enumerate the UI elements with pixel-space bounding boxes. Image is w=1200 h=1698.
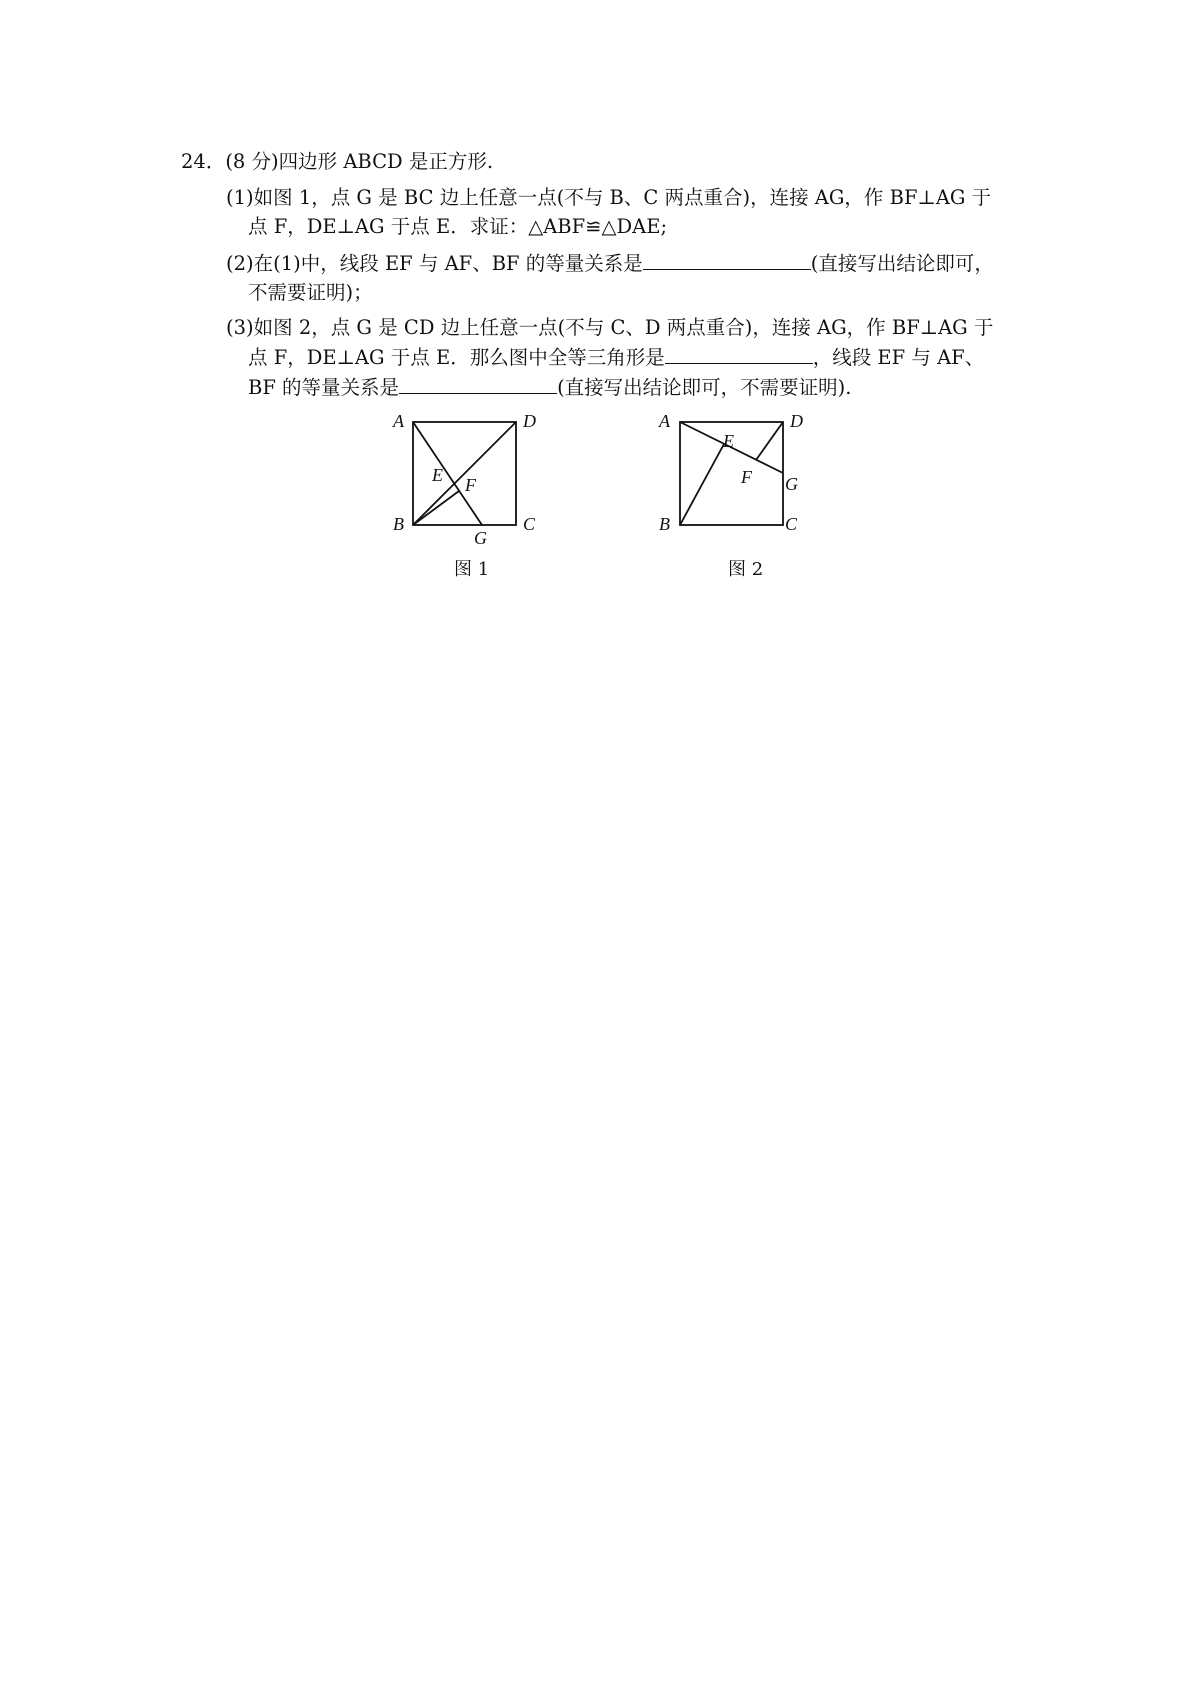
fig2-segment-de bbox=[756, 422, 783, 460]
fig2-label-g: G bbox=[785, 474, 798, 494]
part3-line1: (3)如图 2，点 G 是 CD 边上任意一点(不与 C、D 两点重合)，连接 AG，作 BF⊥AG 于 bbox=[226, 316, 994, 339]
fig1-segment-ag bbox=[413, 422, 482, 525]
figure-2-caption: 图 2 bbox=[728, 559, 764, 580]
part1-line2: 点 F，DE⊥AG 于点 E．求证：△ABF≌△DAE; bbox=[248, 215, 668, 238]
fig1-label-b: B bbox=[393, 514, 404, 534]
fig1-label-e: E bbox=[432, 465, 443, 485]
figure-1-caption: 图 1 bbox=[454, 559, 490, 580]
part3-line2 bbox=[248, 343, 984, 372]
part2-text-before: (2)在(1)中，线段 EF 与 AF、BF 的等量关系是 bbox=[226, 252, 643, 275]
fig1-segment-bf bbox=[413, 491, 459, 525]
answer-blank-2[interactable] bbox=[665, 343, 813, 364]
fig1-label-c: C bbox=[523, 514, 536, 534]
fig2-label-d: D bbox=[790, 411, 803, 431]
answer-blank-3[interactable] bbox=[399, 373, 557, 394]
question-heading: 24．(8 分)四边形 ABCD 是正方形. bbox=[181, 150, 494, 173]
part3-text-before: 点 F，DE⊥AG 于点 E．那么图中全等三角形是 bbox=[248, 346, 665, 369]
part1-line1: (1)如图 1，点 G 是 BC 边上任意一点(不与 B、C 两点重合)，连接 AG，作 BF⊥AG 于 bbox=[226, 186, 992, 209]
part3-line3 bbox=[248, 373, 851, 402]
fig1-diagonal-bd bbox=[413, 422, 516, 525]
part2-line1 bbox=[226, 249, 994, 278]
fig2-segment-bf bbox=[680, 444, 724, 525]
fig1-label-f: F bbox=[465, 475, 476, 495]
figure-2-diagram bbox=[657, 410, 807, 550]
answer-blank-1[interactable] bbox=[643, 249, 811, 270]
part2-text-after: (直接写出结论即可， bbox=[810, 252, 994, 275]
fig1-label-d: D bbox=[523, 411, 536, 431]
fig2-label-f: F bbox=[741, 467, 752, 487]
fig2-label-c: C bbox=[785, 514, 798, 534]
fig1-label-a: A bbox=[393, 411, 404, 431]
fig2-label-a: A bbox=[659, 411, 670, 431]
part3-line3-before: BF 的等量关系是 bbox=[248, 376, 400, 399]
part3-line3-after: (直接写出结论即可，不需要证明). bbox=[557, 376, 852, 399]
fig1-label-g: G bbox=[474, 528, 487, 548]
part2-line2: 不需要证明)； bbox=[248, 281, 373, 304]
figure-1-diagram bbox=[390, 410, 540, 550]
fig2-label-e: E bbox=[723, 431, 734, 451]
fig2-label-b: B bbox=[659, 514, 670, 534]
part3-text-after: ，线段 EF 与 AF、 bbox=[812, 346, 985, 369]
